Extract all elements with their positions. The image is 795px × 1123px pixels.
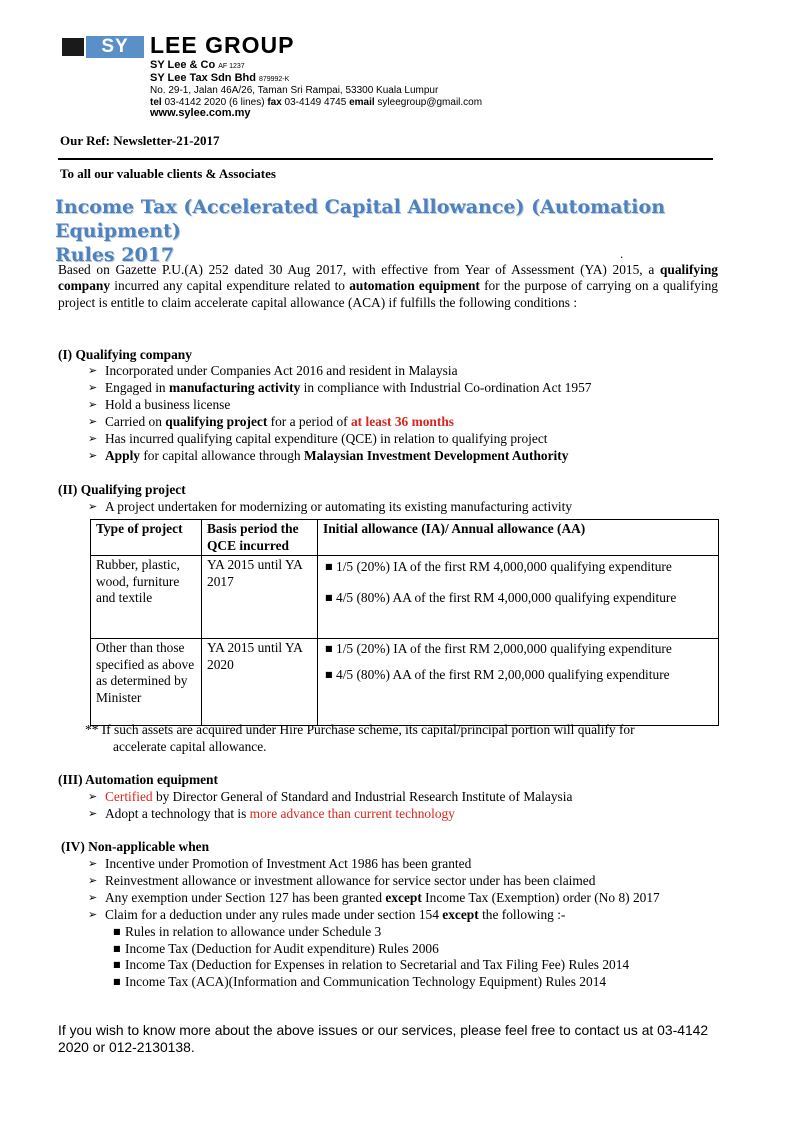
arrow-bullet-icon: ➢ — [88, 431, 98, 445]
intro-paragraph: Based on Gazette P.U.(A) 252 dated 30 Aug 2017, with effective from Year of Assessment (YA) 2015, a qualifying company incurred any capital expenditure related to automation equipment for the purpose of carrying on a qualifying project is entitle to claim accelerate capital allowance (ACA) if fulfills the following conditions : — [58, 262, 718, 310]
list-item: ■ Income Tax (Deduction for Expenses in relation to Secretarial and Tax Filing Fee) Rules 2014 — [113, 957, 630, 973]
list-item: ➢ Certified by Director General of Standard and Industrial Research Institute of Malaysia — [88, 789, 573, 804]
square-bullet-icon: ■ — [113, 926, 121, 936]
arrow-bullet-icon: ➢ — [88, 500, 98, 513]
fax-number: 03-4149 4745 — [284, 96, 347, 108]
arrow-bullet-icon: ➢ — [88, 907, 98, 921]
table-row — [91, 639, 719, 726]
arrow-bullet-icon: ➢ — [88, 857, 98, 870]
list-item: ■ 1/5 (20%) IA of the first RM 2,000,000 qualifying expenditure — [325, 641, 672, 657]
column-header: Initial allowance (IA)/ Annual allowance (AA) — [318, 520, 719, 556]
arrow-bullet-icon: ➢ — [88, 448, 98, 462]
letterhead — [62, 28, 582, 123]
arrow-bullet-icon: ➢ — [88, 890, 98, 904]
company-name-2: SY Lee Tax Sdn Bhd — [150, 71, 256, 84]
list-item: ➢ Engaged in manufacturing activity in compliance with Industrial Co-ordination Act 1957 — [88, 379, 592, 395]
letterhead-details — [150, 60, 482, 120]
square-bullet-icon: ■ — [113, 943, 121, 953]
table-cell: Rubber, plastic, wood, furniture and textile — [91, 556, 202, 639]
arrow-bullet-icon: ➢ — [88, 806, 98, 820]
allowance-table — [90, 519, 719, 726]
table-cell: Other than those specified as above as determined by Minister — [91, 639, 202, 726]
list-item: ➢ Has incurred qualifying capital expenditure (QCE) in relation to qualifying project — [88, 430, 548, 446]
logo-sy-badge: SY — [84, 34, 146, 60]
list-item: ➢ Hold a business license — [88, 396, 231, 412]
table-cell: YA 2015 until YA 2020 — [202, 639, 318, 726]
column-header: Type of project — [91, 520, 202, 556]
arrow-bullet-icon: ➢ — [88, 364, 98, 377]
email-address: syleegroup@gmail.com — [377, 96, 483, 108]
logo-wordmark: LEE GROUP — [150, 32, 295, 58]
company-name-1: SY Lee & Co — [150, 59, 216, 71]
qualifying-company-list — [88, 363, 591, 464]
arrow-bullet-icon: ➢ — [88, 790, 98, 803]
arrow-bullet-icon: ➢ — [88, 873, 98, 887]
list-item: ➢ Adopt a technology that is more advance than current technology — [88, 805, 455, 821]
list-item: ➢ A project undertaken for modernizing or automating its existing manufacturing activity — [88, 499, 573, 514]
section-heading-qualifying-company: (I) Qualifying company — [58, 347, 192, 362]
hire-purchase-note: ** If such assets are acquired under Hire Purchase scheme, its capital/principal portion will qualify for accelerate capital allowance. — [85, 722, 635, 754]
arrow-bullet-icon: ➢ — [88, 414, 98, 428]
list-item: ➢ Apply for capital allowance through Malaysian Investment Development Authority — [88, 447, 569, 463]
list-item: ■ 4/5 (80%) AA of the first RM 4,000,000 qualifying expenditure — [323, 585, 713, 610]
qualifying-project-list — [88, 499, 572, 516]
arrow-bullet-icon: ➢ — [88, 380, 98, 394]
table-cell — [318, 639, 719, 726]
section-heading-qualifying-project: (II) Qualifying project — [58, 482, 186, 497]
website: www.sylee.com.my — [150, 107, 251, 119]
list-item: ➢ Reinvestment allowance or investment allowance for service sector under has been claimed — [88, 872, 596, 888]
contact-footer: If you wish to know more about the above issues or our services, please feel free to contact us at 03-4142 2020 or 012-2130138. — [58, 1022, 709, 1055]
excepted-rules-list — [111, 924, 660, 992]
phone-number: 03-4142 2020 (6 lines) — [164, 96, 265, 108]
table-header-row — [91, 520, 719, 556]
addressee: To all our valuable clients & Associates — [60, 166, 276, 181]
title-line-2: Rules 2017 — [55, 244, 175, 266]
stray-dot: . — [620, 246, 624, 261]
contact-line: tel 03-4142 2020 (6 lines) fax 03-4149 4745 email syleegroup@gmail.com — [150, 96, 483, 108]
list-item: ➢ Incorporated under Companies Act 2016 and resident in Malaysia — [88, 363, 458, 378]
non-applicable-list — [88, 856, 660, 991]
title-line-1: Income Tax (Accelerated Capital Allowance) (Automation Equipment) — [55, 196, 666, 242]
company-reg-2: 879992-K — [258, 75, 290, 83]
list-item: ➢ Any exemption under Section 127 has been granted except Income Tax (Exemption) order (No 8) 2017 — [88, 889, 660, 905]
square-bullet-icon: ■ — [325, 644, 333, 654]
list-item: ■ 1/5 (20%) IA of the first RM 4,000,000 qualifying expenditure — [325, 559, 672, 575]
square-bullet-icon: ■ — [113, 960, 121, 970]
reference-number: Our Ref: Newsletter-21-2017 — [60, 133, 220, 148]
document-title — [55, 195, 705, 267]
list-item: ■ Income Tax (Deduction for Audit expenditure) Rules 2006 — [113, 940, 439, 956]
divider — [58, 158, 713, 160]
table-cell — [318, 556, 719, 639]
square-bullet-icon: ■ — [325, 669, 333, 679]
column-header: Basis period the QCE incurred — [202, 520, 318, 556]
square-bullet-icon: ■ — [325, 562, 333, 572]
list-item: ■ Income Tax (ACA)(Information and Communication Technology Equipment) Rules 2014 — [113, 974, 607, 990]
list-item: ➢ Claim for a deduction under any rules made under section 154 except the following :- — [88, 906, 566, 922]
company-address: No. 29-1, Jalan 46A/26, Taman Sri Rampai, 53300 Kuala Lumpur — [150, 85, 439, 96]
table-cell: YA 2015 until YA 2017 — [202, 556, 318, 639]
sub-list-container — [88, 924, 660, 992]
list-item: ➢ Incentive under Promotion of Investment Act 1986 has been granted — [88, 856, 472, 871]
company-reg-1: AF 1237 — [218, 63, 245, 70]
section-heading-non-applicable: (IV) Non-applicable when — [61, 839, 210, 854]
arrow-bullet-icon: ➢ — [88, 397, 98, 411]
list-item: ➢ Carried on qualifying project for a period of at least 36 months — [88, 413, 455, 429]
section-heading-automation-equipment: (III) Automation equipment — [58, 772, 218, 787]
automation-equipment-list — [88, 789, 572, 823]
square-bullet-icon: ■ — [325, 592, 333, 602]
list-item: ■ Rules in relation to allowance under Schedule 3 — [113, 923, 382, 939]
list-item: ■ 4/5 (80%) AA of the first RM 2,00,000 qualifying expenditure — [325, 666, 670, 682]
square-bullet-icon: ■ — [113, 977, 121, 987]
table-row — [91, 556, 719, 639]
